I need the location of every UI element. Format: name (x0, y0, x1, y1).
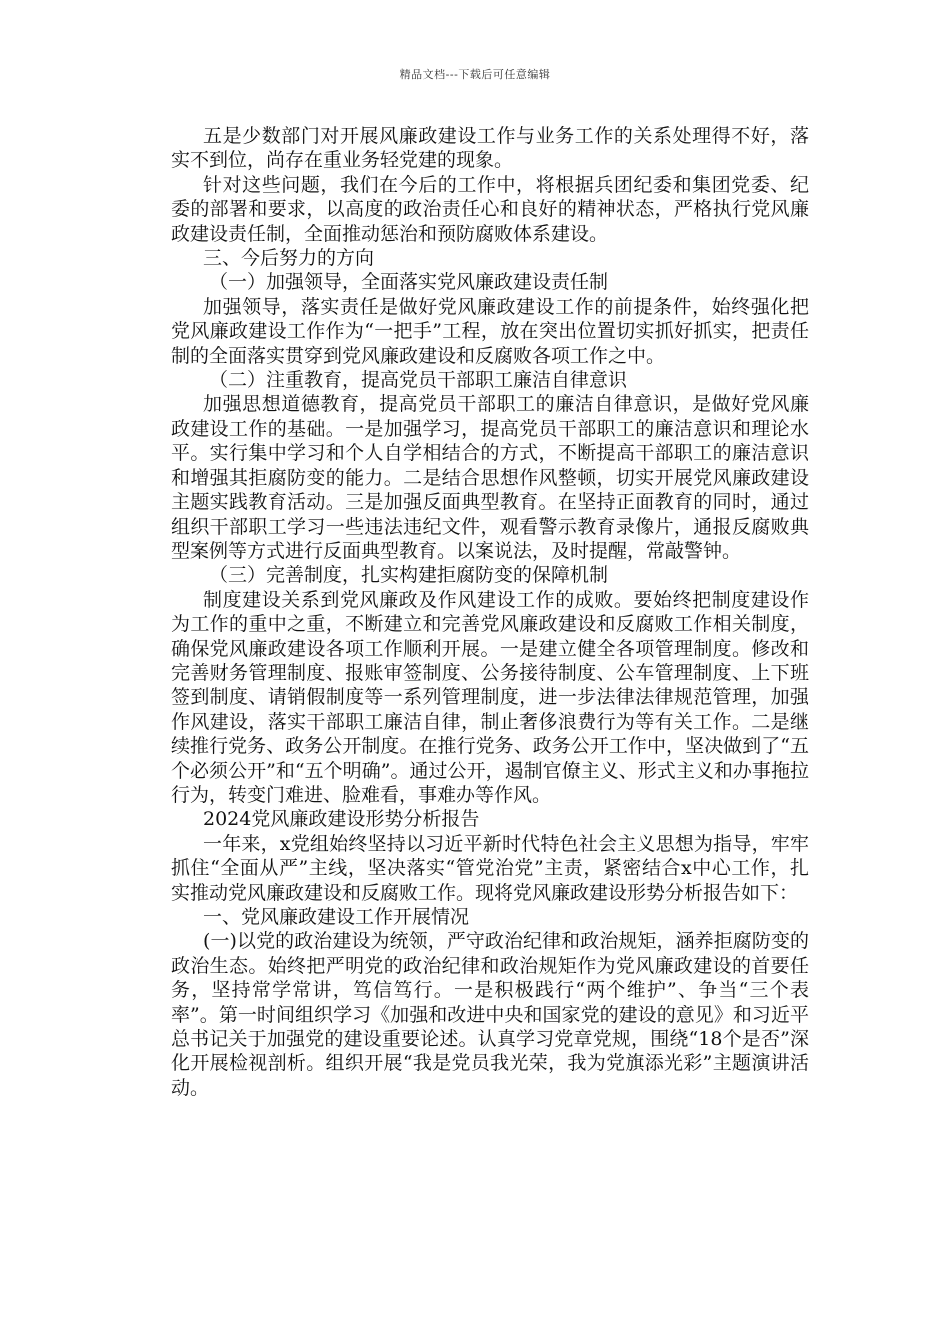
subsection-heading: （一）加强领导，全面落实党风廉政建设责任制 (209, 271, 609, 294)
document-body (171, 124, 809, 1100)
paragraph: 一年来，x党组始终坚持以习近平新时代特色社会主义思想为指导，牢牢抓住“全面从严”主线，坚决落实“管党治党”主责，紧密结合x中心工作，扎实推动党风廉政建设和反腐败工作。现将党风廉政建设形势分析报告如下： (171, 832, 809, 904)
subsection-heading: （二）注重教育，提高党员干部职工廉洁自律意识 (209, 369, 628, 392)
subsection-heading: （三）完善制度，扎实构建拒腐防变的保障机制 (209, 564, 609, 587)
paragraph: 加强思想道德教育，提高党员干部职工的廉洁自律意识，是做好党风廉政建设工作的基础。一是加强学习，提高党员干部职工的廉洁意识和理论水平。实行集中学习和个人自学相结合的方式，不断提高干部职工的廉洁意识和增强其拒腐防变的能力。二是结合思想作风整顿，切实开展党风廉政建设主题实践教育活动。三是加强反面典型教育。在坚持正面教育的同时，通过组织干部职工学习一些违法违纪文件，观看警示教育录像片，通报反腐败典型案例等方式进行反面典型教育。以案说法，及时提醒，常敲警钟。 (171, 393, 809, 562)
paragraph: 五是少数部门对开展风廉政建设工作与业务工作的关系处理得不好，落实不到位，尚存在重业务轻党建的现象。 (171, 125, 809, 172)
page-header: 精品文档---下载后可任意编辑 (399, 68, 551, 81)
paragraph: 加强领导，落实责任是做好党风廉政建设工作的前提条件，始终强化把党风廉政建设工作作为“一把手”工程，放在突出位置切实抓好抓实，把责任制的全面落实贯穿到党风廉政建设和反腐败各项工作之中。 (171, 295, 809, 367)
paragraph: 针对这些问题，我们在今后的工作中，将根据兵团纪委和集团党委、纪委的部署和要求，以高度的政治责任心和良好的精神状态，严格执行党风廉政建设责任制，全面推动惩治和预防腐败体系建设。 (171, 173, 809, 245)
section-heading: 一、党风廉政建设工作开展情况 (203, 906, 470, 928)
paragraph: 制度建设关系到党风廉政及作风建设工作的成败。要始终把制度建设作为工作的重中之重，不断建立和完善党风廉政建设和反腐败工作相关制度，确保党风廉政建设各项工作顺利开展。一是建立健全各项管理制度。修改和完善财务管理制度、报账审签制度、公务接待制度、公车管理制度、上下班签到制度、请销假制度等一系列管理制度，进一步法律法律规范管理，加强作风建设，落实干部职工廉洁自律，制止奢侈浪费行为等有关工作。二是继续推行党务、政务公开制度。在推行党务、政务公开工作中，坚决做到了“五个必须公开”和“五个明确”。通过公开，遏制官僚主义、形式主义和办事拖拉行为，转变门难进、脸难看，事难办等作风。 (171, 588, 809, 806)
paragraph: (一)以党的政治建设为统领，严守政治纪律和政治规矩，涵养拒腐防变的政治生态。始终把严明党的政治纪律和政治规矩作为党风廉政建设的首要任务，坚持常学常讲，笃信笃行。一是积极践行“两个维护”、争当“三个表率”。第一时间组织学习《加强和改进中央和国家党的建设的意见》和习近平总书记关于加强党的建设重要论述。认真学习党章党规，围绕“18个是否”深化开展检视剖析。组织开展“我是党员我光荣，我为党旗添光彩”主题演讲活动。 (171, 930, 809, 1099)
section-heading: 三、今后努力的方向 (203, 247, 375, 270)
report-title: 2024党风廉政建设形势分析报告 (203, 808, 480, 831)
